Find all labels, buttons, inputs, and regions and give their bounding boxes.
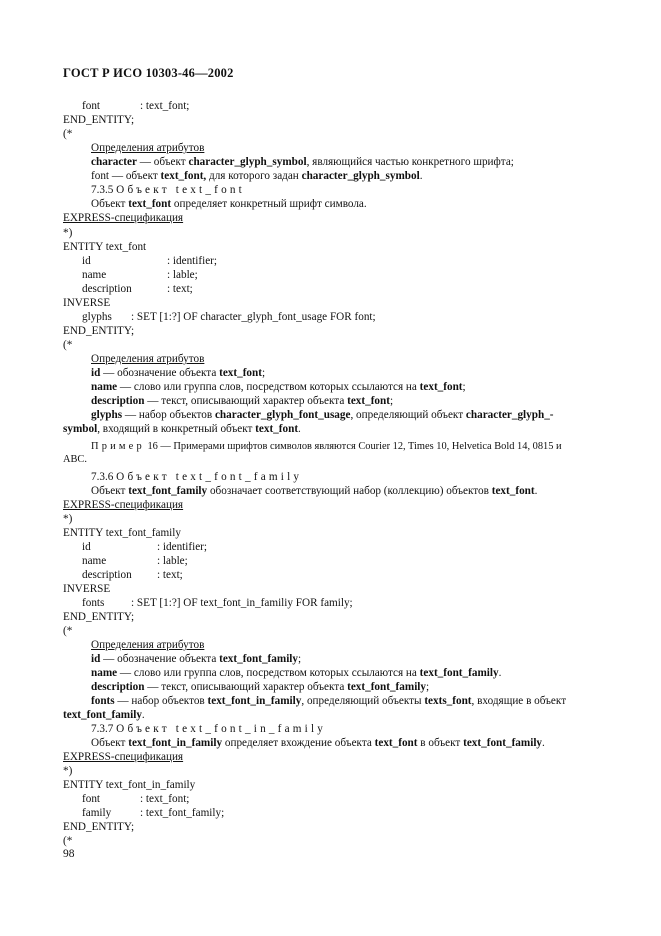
text-line (63, 610, 134, 624)
text-span: INVERSE (63, 297, 111, 309)
text-span: character_glyph_- (465, 409, 554, 421)
text-line (63, 512, 72, 526)
text-span: . (141, 709, 145, 721)
text-span: , являющийся частью конкретного шрифта; (306, 156, 514, 168)
text-span: fonts (82, 597, 105, 609)
text-line (82, 554, 188, 568)
text-span: END_ENTITY; (63, 611, 135, 623)
text-span: text_font_in_family (207, 695, 302, 707)
text-column: : text_font; (140, 100, 190, 112)
text-column: : text; (167, 283, 193, 295)
text-line (63, 582, 110, 596)
text-span: . (542, 737, 545, 749)
text-line (82, 268, 198, 282)
text-line (63, 453, 87, 467)
text-span: text_font (374, 737, 418, 749)
text-line (91, 666, 501, 680)
text-line (82, 792, 190, 806)
text-span: INVERSE (63, 583, 111, 595)
text-span: *) (63, 513, 73, 525)
text-span: character (91, 156, 137, 168)
text-line (91, 155, 514, 169)
text-span: обозначает соответствующий набор (коллекцию) объектов (207, 485, 492, 497)
text-span: text_font (255, 423, 299, 435)
text-span: description (91, 395, 145, 407)
text-span: text_font_family (219, 653, 299, 665)
text-span: EXPRESS-спецификация (63, 499, 184, 511)
text-span: text_font_family (128, 485, 208, 497)
text-span: , входящий в конкретный объект (97, 423, 256, 435)
text-span: 16 — Примерами шрифтов символов являются Courier 12, Times 10, Helvetica Bold 14, 0815 и (144, 441, 562, 452)
text-line (91, 408, 554, 422)
text-line (91, 394, 393, 408)
text-span: symbol (63, 423, 98, 435)
text-span: EXPRESS-спецификация (63, 751, 184, 763)
text-span: ; (389, 395, 394, 407)
text-span: text_font_family (419, 667, 499, 679)
text-line (91, 736, 545, 750)
text-span: ; (261, 367, 266, 379)
text-span: ; (426, 681, 430, 693)
text-line (63, 422, 301, 436)
text-span: id (91, 367, 101, 379)
text-span: 7.3.6 (91, 471, 117, 483)
text-span: Объект (91, 737, 129, 749)
text-line (82, 568, 183, 582)
text-span: font (82, 793, 101, 805)
text-line (91, 380, 466, 394)
text-line (63, 778, 195, 792)
text-line (63, 211, 183, 225)
text-line (91, 366, 265, 380)
text-line (91, 352, 204, 366)
text-line (63, 113, 134, 127)
text-line (63, 127, 72, 141)
text-line (91, 470, 302, 484)
text-span: fonts (91, 695, 115, 707)
text-span: description (82, 569, 132, 581)
text-span: — объект (109, 170, 161, 182)
text-line (91, 440, 562, 454)
text-span: . (534, 485, 538, 497)
text-line (63, 764, 72, 778)
text-span: , входящие в объект (471, 695, 567, 707)
text-span: ; (298, 653, 302, 665)
text-span: text_font_family (63, 709, 142, 721)
text-span: text_font (128, 198, 172, 210)
text-line (82, 282, 193, 296)
text-span: name (82, 269, 107, 281)
text-span: END_ENTITY; (63, 114, 135, 126)
page-number: 98 (63, 848, 75, 860)
text-span: *) (63, 227, 73, 239)
document-header: ГОСТ Р ИСО 10303-46—2002 (63, 66, 234, 80)
text-column: : identifier; (157, 541, 208, 553)
text-span: text_font (219, 367, 262, 379)
text-span: 7.3.7 (91, 723, 117, 735)
text-column: : lable; (157, 555, 188, 567)
text-span: character_glyph_symbol (301, 170, 420, 182)
text-span: — обозначение объекта (100, 653, 220, 665)
text-span: — набор объектов (114, 695, 208, 707)
text-span: character_glyph_symbol (188, 156, 307, 168)
text-column: : SET [1:?] OF text_font_in_familiy FOR family; (131, 597, 353, 609)
text-column: : identifier; (167, 255, 218, 267)
text-span: (* (63, 625, 73, 637)
text-span: Определения атрибутов (91, 639, 205, 651)
text-line (91, 484, 537, 498)
text-line (63, 750, 183, 764)
text-span: — обозначение объекта (100, 367, 220, 379)
text-span: (* (63, 128, 73, 140)
text-span: ENTITY text_font_in_family (63, 779, 196, 791)
text-line (63, 226, 72, 240)
text-span: texts_font (424, 695, 472, 707)
text-span: (* (63, 339, 73, 351)
text-span: в объект (417, 737, 464, 749)
text-span: Объект text_font_family (116, 471, 303, 483)
text-span: text_font (419, 381, 463, 393)
text-column: : SET [1:?] OF character_glyph_font_usage FOR font; (131, 311, 376, 323)
text-line (82, 99, 190, 113)
text-span: Объект text_font_in_family (116, 723, 327, 735)
text-line (91, 141, 204, 155)
text-span: text_font (347, 395, 390, 407)
text-span: family (82, 807, 112, 819)
text-span: . (298, 423, 301, 435)
text-span: — слово или группа слов, посредством которых ссылаются на (117, 381, 420, 393)
text-span: id (91, 653, 101, 665)
text-span: name (91, 667, 118, 679)
text-span: — объект (136, 156, 189, 168)
text-span: ENTITY text_font_family (63, 527, 181, 539)
text-span: , определяющий объекты (301, 695, 425, 707)
text-span: Определения атрибутов (91, 353, 205, 365)
text-span: font (91, 170, 110, 182)
text-line (91, 652, 301, 666)
text-span: ; (462, 381, 466, 393)
text-line (63, 498, 183, 512)
text-span: Определения атрибутов (91, 142, 205, 154)
text-span: Пример (91, 441, 145, 452)
text-span: text_font, (160, 170, 207, 182)
text-line (91, 694, 566, 708)
text-span: ENTITY text_font (63, 241, 147, 253)
text-span: text_font_family (463, 737, 543, 749)
text-span: — текст, описывающий характер объекта (144, 395, 348, 407)
text-span: для которого задан (206, 170, 302, 182)
text-span: . (498, 667, 502, 679)
text-line (63, 708, 145, 722)
text-line (82, 540, 208, 554)
text-span: id (82, 541, 91, 553)
text-span: character_glyph_font_usage (214, 409, 351, 421)
text-span: Объект text_font (116, 184, 245, 196)
text-span: text_font_in_family (128, 737, 223, 749)
text-span: text_font_family (347, 681, 427, 693)
text-span: Объект (91, 198, 129, 210)
text-span: — текст, описывающий характер объекта (144, 681, 348, 693)
text-span: — набор объектов (122, 409, 215, 421)
text-line (63, 338, 72, 352)
text-column: : text; (157, 569, 183, 581)
text-line (63, 240, 146, 254)
text-line (91, 638, 204, 652)
text-span: ABC. (63, 454, 87, 465)
text-line (63, 296, 110, 310)
text-line (63, 820, 134, 834)
text-span: description (91, 681, 145, 693)
text-line (82, 310, 376, 324)
text-line (82, 254, 218, 268)
text-span: END_ENTITY; (63, 821, 135, 833)
text-line (82, 596, 353, 610)
text-line (82, 806, 225, 820)
text-span: text_font (491, 485, 535, 497)
text-span: *) (63, 765, 73, 777)
text-span: name (82, 555, 107, 567)
text-span: description (82, 283, 132, 295)
text-line (63, 624, 72, 638)
text-span: определяет вхождение объекта (222, 737, 375, 749)
text-line (63, 834, 72, 848)
text-span: — слово или группа слов, посредством которых ссылаются на (117, 667, 420, 679)
text-span: name (91, 381, 118, 393)
text-span: , определяющий объект (350, 409, 466, 421)
text-span: EXPRESS-спецификация (63, 212, 184, 224)
text-span: 7.3.5 (91, 184, 117, 196)
text-span: glyphs (82, 311, 112, 323)
text-line (63, 526, 181, 540)
text-span: (* (63, 835, 73, 847)
text-span: font (82, 100, 101, 112)
text-span: Объект (91, 485, 129, 497)
text-span: определяет конкретный шрифт символа. (171, 198, 367, 210)
text-column: : text_font_family; (140, 807, 225, 819)
text-line (91, 169, 423, 183)
text-line (91, 197, 367, 211)
text-column: : text_font; (140, 793, 190, 805)
text-line (63, 324, 134, 338)
text-span: END_ENTITY; (63, 325, 135, 337)
text-column: : lable; (167, 269, 198, 281)
text-span: glyphs (91, 409, 123, 421)
text-line (91, 183, 245, 197)
text-line (91, 680, 429, 694)
text-span: . (419, 170, 423, 182)
text-line (91, 722, 326, 736)
text-span: id (82, 255, 91, 267)
